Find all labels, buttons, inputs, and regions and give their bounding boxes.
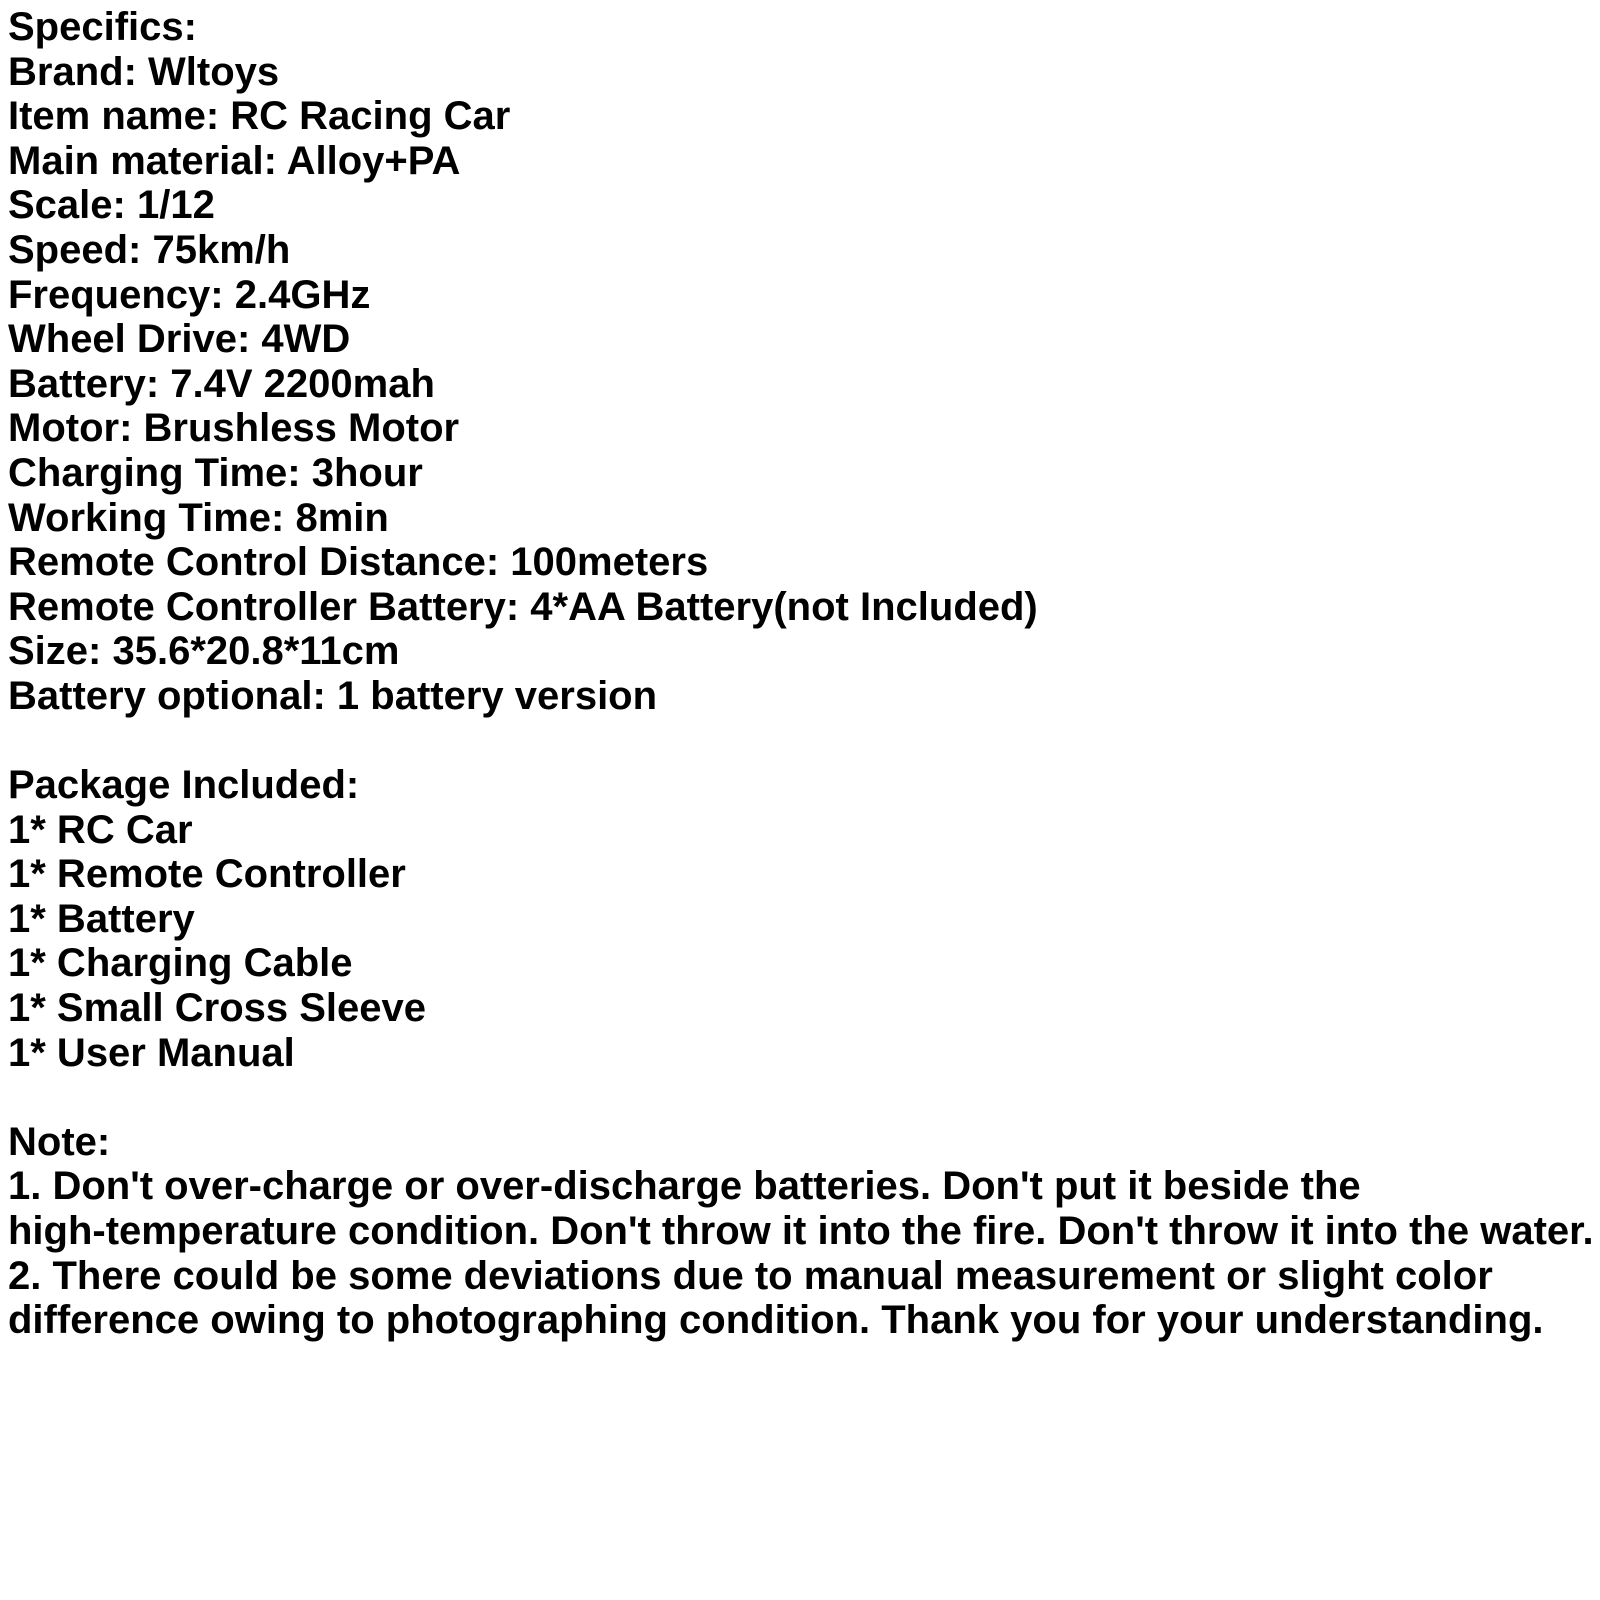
section-gap — [8, 719, 1600, 764]
spec-item-battery-optional: Battery optional: 1 battery version — [8, 673, 658, 718]
note-heading: Note: — [8, 1119, 111, 1164]
spec-item-remote-controller-battery: Remote Controller Battery: 4*AA Battery(not Included) — [8, 584, 1038, 629]
package-item-rc-car: 1* RC Car — [8, 807, 193, 852]
package-included-heading: Package Included: — [8, 763, 360, 808]
spec-item-main-material: Main material: Alloy+PA — [8, 138, 461, 183]
spec-item-remote-control-distance: Remote Control Distance: 100meters — [8, 540, 709, 585]
spec-item-wheel-drive: Wheel Drive: 4WD — [8, 317, 351, 362]
note-section — [8, 1120, 1600, 1343]
note-line-2: high-temperature condition. Don't throw it into the fire. Don't throw it into the water. — [8, 1209, 1594, 1254]
spec-item-brand: Brand: Wltoys — [8, 49, 280, 94]
package-item-remote-controller: 1* Remote Controller — [8, 852, 406, 897]
package-item-user-manual: 1* User Manual — [8, 1030, 295, 1075]
package-item-small-cross-sleeve: 1* Small Cross Sleeve — [8, 986, 427, 1031]
note-line-3: 2. There could be some deviations due to manual measurement or slight color — [8, 1253, 1493, 1298]
spec-item-battery: Battery: 7.4V 2200mah — [8, 361, 435, 406]
spec-item-item-name: Item name: RC Racing Car — [8, 94, 511, 139]
specifics-section — [8, 5, 1600, 719]
specifics-heading: Specifics: — [8, 5, 197, 49]
package-included-section — [8, 763, 1600, 1075]
section-gap — [8, 1075, 1600, 1120]
package-item-battery: 1* Battery — [8, 896, 195, 941]
spec-item-speed: Speed: 75km/h — [8, 227, 291, 272]
spec-item-charging-time: Charging Time: 3hour — [8, 450, 423, 495]
note-line-1: 1. Don't over-charge or over-discharge batteries. Don't put it beside the — [8, 1164, 1361, 1209]
spec-item-scale: Scale: 1/12 — [8, 183, 215, 228]
note-line-4: difference owing to photographing condition. Thank you for your understanding. — [8, 1298, 1544, 1343]
spec-item-size: Size: 35.6*20.8*11cm — [8, 629, 400, 674]
spec-item-frequency: Frequency: 2.4GHz — [8, 272, 371, 317]
package-item-charging-cable: 1* Charging Cable — [8, 941, 353, 986]
spec-item-working-time: Working Time: 8min — [8, 495, 389, 540]
spec-item-motor: Motor: Brushless Motor — [8, 406, 460, 451]
